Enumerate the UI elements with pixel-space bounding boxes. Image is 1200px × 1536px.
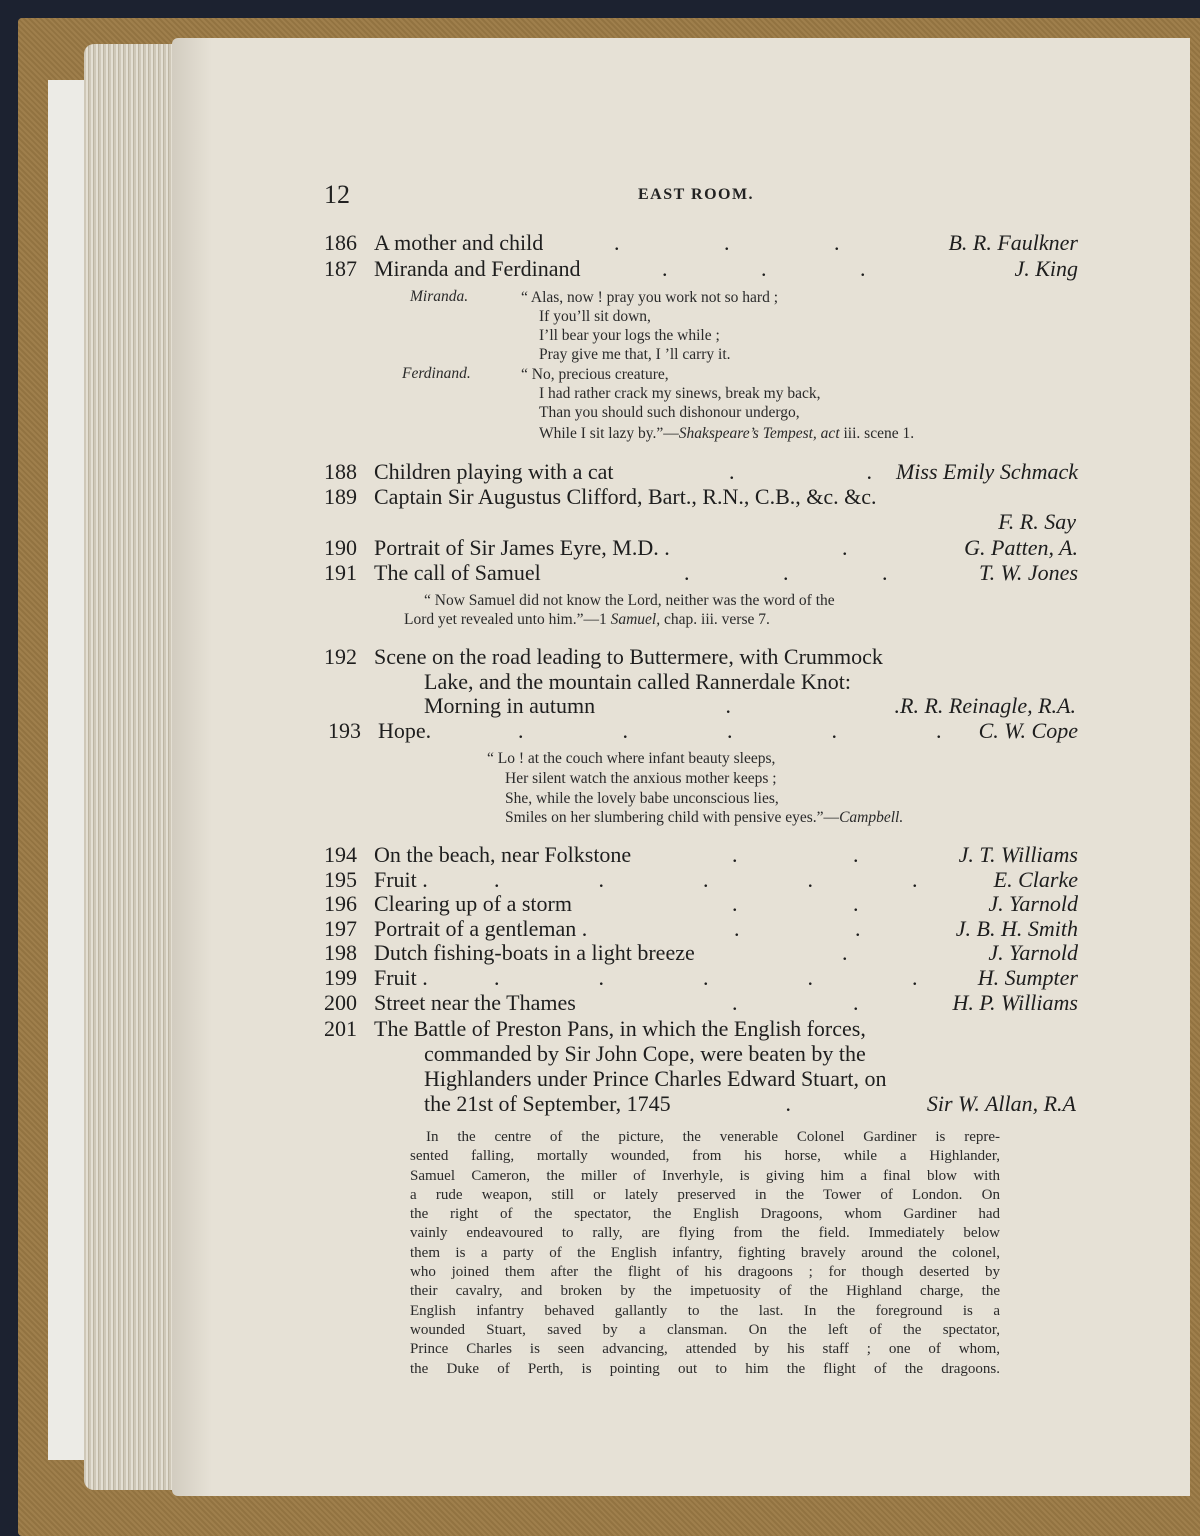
catalogue-entry bbox=[324, 484, 1078, 510]
catalogue-entry bbox=[324, 891, 1078, 917]
entry-title: The call of Samuel bbox=[374, 560, 541, 585]
entry-title: Dutch fishing-boats in a light breeze bbox=[374, 940, 695, 965]
entry-title-continuation: Lake, and the mountain called Rannerdale Knot: bbox=[424, 669, 852, 694]
entry-title: On the beach, near Folkstone bbox=[374, 842, 632, 867]
quote-line: “ Lo ! at the couch where infant beauty sleeps, bbox=[487, 750, 776, 767]
entry-number: 190 bbox=[324, 535, 357, 560]
entry-number: 198 bbox=[324, 940, 357, 965]
entry-title: Children playing with a cat bbox=[374, 459, 614, 484]
description-line: them is a party of the English infantry, fighting bravely around the colonel, bbox=[410, 1244, 1000, 1261]
entry-number: 194 bbox=[324, 842, 357, 867]
entry-description bbox=[410, 1128, 1000, 1379]
leader-dots: . . bbox=[732, 842, 859, 867]
leader-dots: . . bbox=[734, 916, 861, 941]
entry-artist: J. Yarnold bbox=[988, 891, 1078, 916]
quote-text: Smiles on her slumbering child with pensive eyes.”— bbox=[505, 809, 840, 826]
quote-line bbox=[539, 424, 914, 443]
leader-dots: . . . bbox=[662, 256, 866, 281]
description-line: the Duke of Perth, is pointing out to him the flight of the dragoons. bbox=[410, 1360, 1000, 1377]
catalogue-entry bbox=[324, 230, 1078, 256]
entry-number: 188 bbox=[324, 459, 357, 484]
quote-line: I’ll bear your logs the while ; bbox=[539, 327, 720, 344]
quote-line: She, while the lovely babe unconscious lies, bbox=[505, 790, 779, 807]
entry-title: Portrait of Sir James Eyre, M.D. . bbox=[374, 535, 670, 560]
quote-source: Shakspeare’s Tempest, act bbox=[678, 425, 840, 442]
quote-text: While I sit lazy by.”— bbox=[539, 425, 679, 442]
description-line: wounded Stuart, saved by a clansman. On the left of the spectator, bbox=[410, 1321, 1000, 1338]
catalogue-entry bbox=[324, 644, 1078, 670]
catalogue-entry bbox=[324, 842, 1078, 868]
entry-title: Fruit . bbox=[374, 965, 428, 990]
entry-artist: Miss Emily Schmack bbox=[895, 459, 1078, 484]
entry-number: 197 bbox=[324, 916, 357, 941]
leader-dots: . . . . . bbox=[494, 867, 918, 892]
catalogue-entry bbox=[324, 965, 1078, 991]
entry-title: Clearing up of a storm bbox=[374, 891, 572, 916]
quote-line: If you’ll sit down, bbox=[539, 308, 651, 325]
leader-dots: . bbox=[842, 940, 848, 965]
leader-dots: . . bbox=[732, 891, 859, 916]
entry-artist: G. Patten, A. bbox=[964, 535, 1078, 560]
entry-title-continuation: Highlanders under Prince Charles Edward Stuart, on bbox=[424, 1066, 887, 1091]
quote-source: Campbell. bbox=[839, 809, 904, 826]
entry-title: Fruit . bbox=[374, 867, 428, 892]
quote-line: “ No, precious creature, bbox=[521, 366, 669, 383]
catalogue-entry bbox=[324, 990, 1078, 1016]
leader-dots: . . . . . bbox=[518, 718, 942, 743]
quote-speaker: Ferdinand. bbox=[402, 365, 471, 382]
quote-line: Her silent watch the anxious mother keeps ; bbox=[505, 770, 777, 787]
catalogue-entry bbox=[324, 916, 1078, 942]
entry-artist: Sir W. Allan, R.A bbox=[926, 1091, 1076, 1116]
entry-title: The Battle of Preston Pans, in which the English forces, bbox=[374, 1016, 866, 1041]
entry-number: 195 bbox=[324, 867, 357, 892]
leader-dots: . . . . . bbox=[494, 965, 918, 990]
entry-title: Captain Sir Augustus Clifford, Bart., R.N., C.B., &c. &c. bbox=[374, 484, 877, 509]
quote-line: “ Alas, now ! pray you work not so hard ; bbox=[521, 289, 778, 306]
catalogue-entry bbox=[324, 1016, 1078, 1042]
catalogue-entry bbox=[324, 560, 1078, 586]
entry-artist: B. R. Faulkner bbox=[948, 230, 1078, 255]
catalogue-entry bbox=[324, 940, 1078, 966]
quote-line: “ Now Samuel did not know the Lord, neither was the word of the bbox=[424, 592, 835, 609]
entry-artist: .R. R. Reinagle, R.A. bbox=[894, 693, 1076, 718]
quote-text: Lord yet revealed unto him.”—1 bbox=[404, 611, 611, 628]
quote-source-tail: iii. scene 1. bbox=[839, 425, 915, 442]
entry-number: 199 bbox=[324, 965, 357, 990]
entry-title: Scene on the road leading to Buttermere, with Crummock bbox=[374, 644, 883, 669]
catalogue-entry bbox=[324, 459, 1078, 485]
entry-title: Miranda and Ferdinand bbox=[374, 256, 581, 281]
running-head-title: EAST ROOM. bbox=[638, 186, 755, 203]
leader-dots: . bbox=[786, 1091, 792, 1116]
quote-source: Samuel, bbox=[610, 611, 661, 628]
catalogue-entry bbox=[324, 535, 1078, 561]
running-head bbox=[0, 180, 1200, 220]
quote-speaker: Miranda. bbox=[410, 288, 469, 305]
leader-dots: . . . bbox=[684, 560, 888, 585]
leader-dots: . . bbox=[732, 990, 859, 1015]
entry-title: Portrait of a gentleman . bbox=[374, 916, 588, 941]
entry-artist: J. T. Williams bbox=[958, 842, 1078, 867]
entry-number: 201 bbox=[324, 1016, 357, 1041]
description-line: their cavalry, and broken by the impetuosity of the Highland charge, the bbox=[410, 1283, 1000, 1300]
entry-artist: J. B. H. Smith bbox=[955, 916, 1078, 941]
description-line: the right of the spectator, the English Dragoons, whom Gardiner had bbox=[410, 1206, 1000, 1223]
description-line: English infantry behaved gallantly to the last. In the foreground is a bbox=[410, 1302, 1000, 1319]
entry-number: 193 bbox=[328, 718, 361, 743]
entry-number: 191 bbox=[324, 560, 357, 585]
description-line: a rude weapon, still or lately preserved in the Tower of London. On bbox=[410, 1186, 1000, 1203]
leader-dots: . . . bbox=[614, 230, 840, 255]
entry-number: 192 bbox=[324, 644, 357, 669]
entry-artist: C. W. Cope bbox=[978, 718, 1078, 743]
description-line: who joined them after the flight of his dragoons ; for though deserted by bbox=[410, 1264, 1000, 1281]
catalogue-entry bbox=[324, 256, 1078, 282]
page-number: 12 bbox=[324, 180, 350, 209]
entry-number: 189 bbox=[324, 484, 357, 509]
entry-artist: H. P. Williams bbox=[952, 990, 1078, 1015]
leader-dots: . bbox=[726, 693, 732, 718]
entry-title: A mother and child bbox=[374, 230, 544, 255]
description-line: vainly endeavoured to rally, are flying from the field. Immediately below bbox=[410, 1225, 1000, 1242]
quote-line: Pray give me that, I ’ll carry it. bbox=[539, 346, 731, 363]
entry-number: 187 bbox=[324, 256, 357, 281]
entry-title: Street near the Thames bbox=[374, 990, 576, 1015]
entry-title-continuation: the 21st of September, 1745 bbox=[424, 1091, 671, 1116]
entry-artist: F. R. Say bbox=[998, 509, 1076, 534]
entry-artist: E. Clarke bbox=[993, 867, 1078, 892]
quote-line bbox=[505, 808, 903, 827]
entry-artist: J. Yarnold bbox=[988, 940, 1078, 965]
catalogue-entry bbox=[324, 867, 1078, 893]
catalogue-entry bbox=[328, 718, 1078, 744]
entry-artist: T. W. Jones bbox=[979, 560, 1078, 585]
description-line: Samuel Cameron, the miller of Inverhyle, is giving him a final blow with bbox=[410, 1167, 1000, 1184]
leader-dots: . . bbox=[729, 459, 872, 484]
quote-line: I had rather crack my sinews, break my back, bbox=[539, 385, 821, 402]
quote-source-tail: chap. iii. verse 7. bbox=[660, 611, 770, 628]
entry-artist: H. Sumpter bbox=[977, 965, 1078, 990]
entry-title: Hope. bbox=[378, 718, 432, 743]
leader-dots: . bbox=[842, 535, 848, 560]
entry-number: 200 bbox=[324, 990, 357, 1015]
entry-number: 196 bbox=[324, 891, 357, 916]
entry-artist: J. King bbox=[1014, 256, 1078, 281]
entry-title-continuation: commanded by Sir John Cope, were beaten by the bbox=[424, 1041, 866, 1066]
description-line: In the centre of the picture, the venerable Colonel Gardiner is repre- bbox=[426, 1129, 1000, 1145]
entry-title-continuation: Morning in autumn bbox=[424, 693, 596, 718]
description-line: sented falling, mortally wounded, from his horse, while a Highlander, bbox=[410, 1148, 1000, 1165]
description-line: Prince Charles is seen advancing, attended by his staff ; one of whom, bbox=[410, 1341, 1000, 1358]
quote-line: Than you should such dishonour undergo, bbox=[539, 404, 800, 421]
entry-number: 186 bbox=[324, 230, 357, 255]
quote-line bbox=[404, 610, 770, 629]
